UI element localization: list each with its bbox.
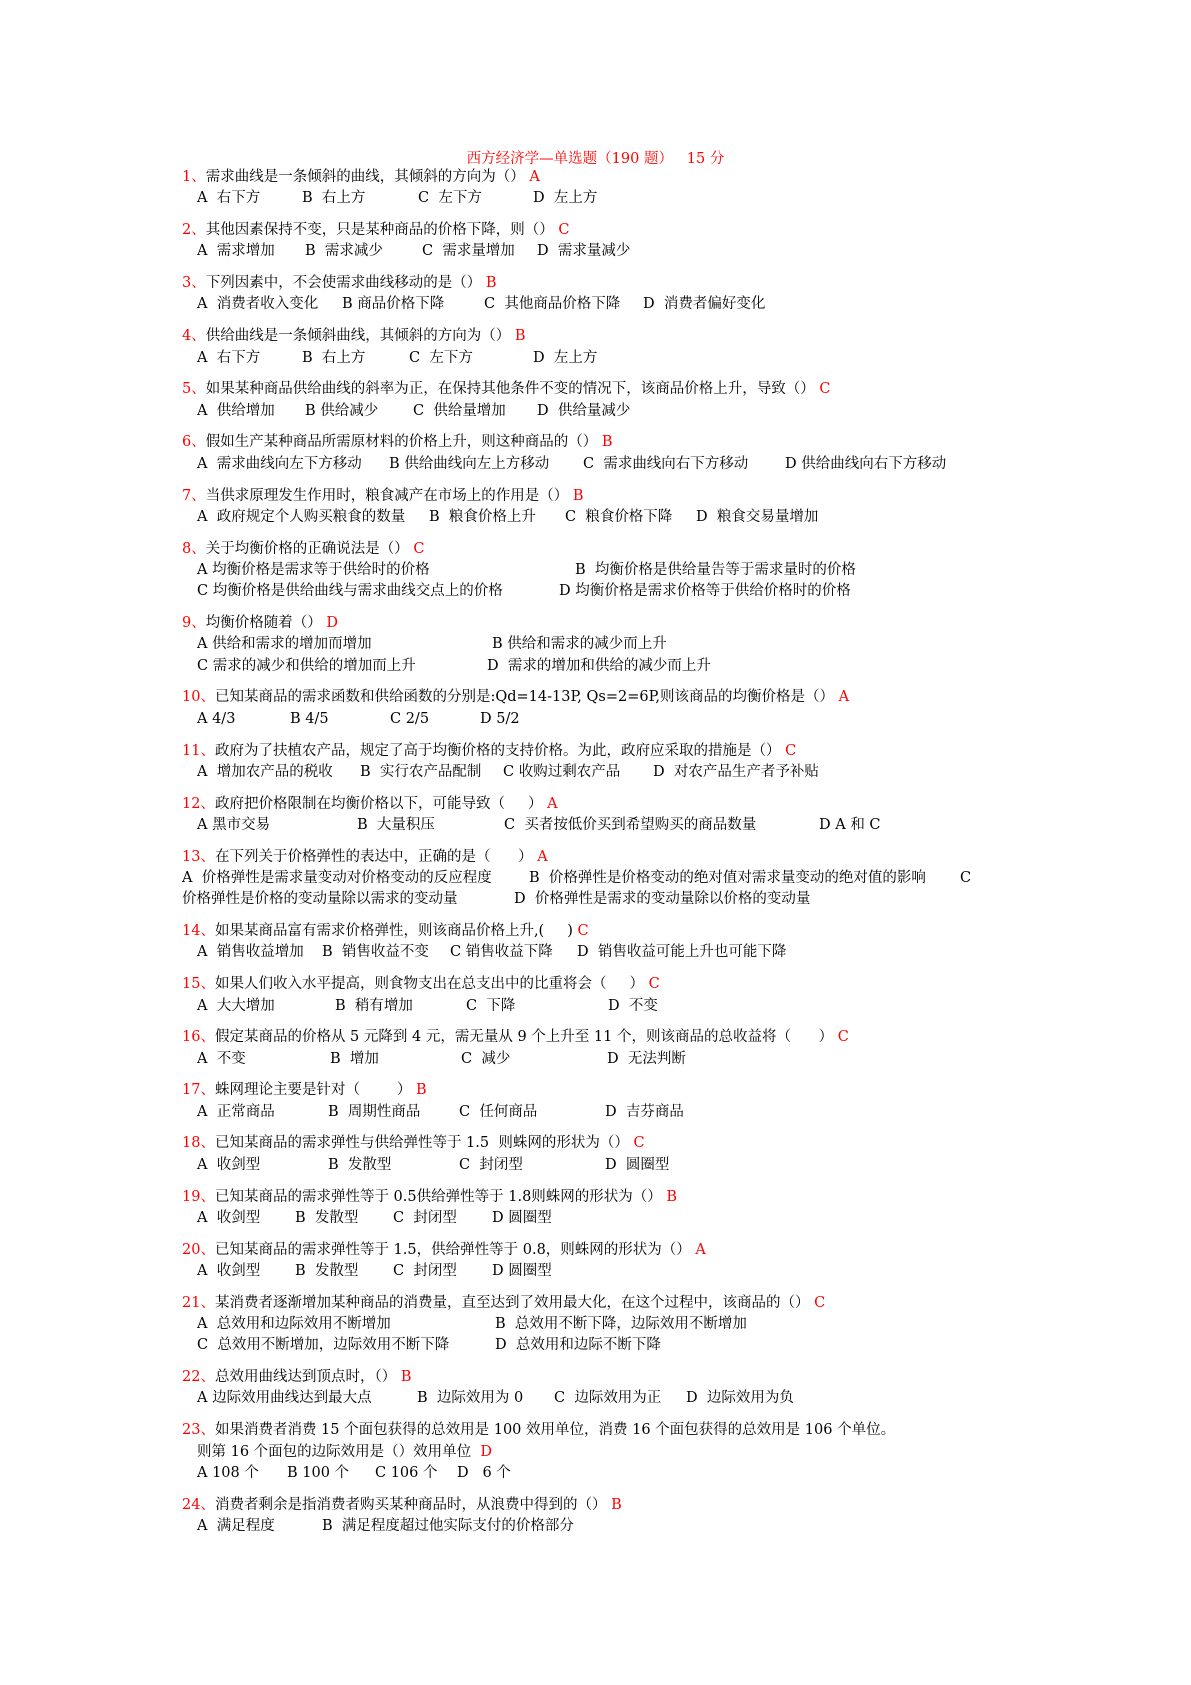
question-stem: [182, 1133, 1191, 1154]
options-row: [182, 348, 1191, 369]
option: A 供给和需求的增加而增加: [197, 636, 372, 653]
options-row: [182, 507, 1191, 528]
options-row: [182, 1155, 1191, 1176]
option: A 总效用和边际效用不断增加: [197, 1316, 391, 1333]
option: D 圆圈型: [492, 1209, 552, 1226]
question-item: [182, 1133, 1191, 1176]
question-text: 政府为了扶植农产品，规定了高于均衡价格的支持价格。为此，政府应采取的措施是（）: [214, 742, 781, 759]
option: C 供给量增加: [413, 402, 506, 419]
question-number: 3、: [182, 275, 206, 292]
question-stem: [182, 379, 1191, 400]
option: C 2/5: [390, 710, 430, 727]
option: C 封闭型: [459, 1156, 523, 1173]
option: C 任何商品: [459, 1103, 538, 1120]
question-item: [182, 1027, 1191, 1070]
option: B 增加: [330, 1050, 379, 1067]
options-row: [182, 1314, 1191, 1335]
question-number: 17、: [182, 1082, 215, 1099]
question-number: 7、: [182, 487, 206, 504]
option: B 100 个: [287, 1464, 350, 1481]
option: A 108 个: [197, 1464, 259, 1481]
question-number: 1、: [182, 169, 206, 185]
question-item: [182, 326, 1191, 369]
option: B 右上方: [302, 349, 366, 366]
option: B 稍有增加: [335, 997, 413, 1014]
options-row: [182, 188, 1191, 209]
answer-key: A: [547, 795, 558, 812]
question-text: 已知某商品的需求弹性等于 0.5供给弹性等于 1.8则蛛网的形状为（）: [214, 1188, 662, 1205]
option: B 实行农产品配制: [360, 763, 482, 780]
answer-key: C: [413, 540, 425, 557]
answer-key: A: [838, 689, 850, 706]
option: A 边际效用曲线达到最大点: [197, 1390, 372, 1407]
question-item: [182, 379, 1191, 422]
options-row: [182, 581, 1191, 602]
option: D 左上方: [533, 190, 598, 207]
question-item: [182, 273, 1191, 316]
option: D 不变: [608, 997, 658, 1014]
question-item: [182, 1240, 1191, 1283]
question-stem: [182, 486, 1191, 507]
question-item: [182, 1080, 1191, 1123]
option: A 满足程度: [197, 1517, 275, 1534]
question-number: 22、: [182, 1369, 215, 1386]
options-row: [182, 1335, 1191, 1356]
option: D 价格弹性是需求的变动量除以价格的变动量: [514, 891, 811, 908]
question-stem: [182, 326, 1191, 347]
question-text: 已知某商品的需求弹性与供给弹性等于 1.5 则蛛网的形状为（）: [214, 1135, 629, 1152]
options-row: [182, 868, 1191, 889]
option: C 封闭型: [393, 1262, 457, 1279]
question-number: 9、: [182, 615, 206, 632]
option: A 右下方: [197, 190, 261, 207]
option: B 边际效用为 0: [417, 1390, 524, 1407]
question-stem-continued: [182, 1442, 1191, 1463]
question-number: 2、: [182, 222, 206, 239]
question-number: 16、: [182, 1029, 215, 1046]
question-item: [182, 794, 1191, 837]
option: C 需求曲线向右下方移动: [583, 455, 749, 472]
options-row: [182, 294, 1191, 315]
option: A 需求曲线向左下方移动: [197, 455, 362, 472]
options-row: [182, 1463, 1191, 1484]
answer-key: B: [400, 1369, 412, 1386]
question-text: 假定某商品的价格从 5 元降到 4 元，需无量从 9 个上升至 11 个，则该商品的总收益将（ ）: [214, 1029, 834, 1046]
options-row: [182, 762, 1191, 783]
page-title: 西方经济学—单选题（190 题） 15 分: [466, 151, 725, 167]
option: D 6 个: [457, 1464, 511, 1481]
question-number: 10、: [182, 689, 215, 706]
question-text: 政府把价格限制在均衡价格以下，可能导致（ ）: [214, 795, 543, 812]
option: C 左下方: [418, 190, 482, 207]
option: C 下降: [466, 997, 516, 1014]
answer-key: C: [819, 381, 831, 398]
option: D A 和 C: [819, 816, 881, 833]
options-row: [182, 454, 1191, 475]
option: C 封闭型: [393, 1209, 457, 1226]
option: B 供给和需求的减少而上升: [492, 636, 667, 653]
question-stem: [182, 167, 1191, 188]
question-stem: [182, 794, 1191, 815]
option: C 均衡价格是供给曲线与需求曲线交点上的价格: [197, 583, 503, 600]
option: B 均衡价格是供给量告等于需求量时的价格: [575, 561, 856, 578]
answer-key: C: [633, 1135, 645, 1152]
question-stem: [182, 974, 1191, 995]
option: D 总效用和边际不断下降: [495, 1337, 661, 1354]
option: B 需求减少: [305, 243, 383, 260]
answer-key: D: [480, 1443, 493, 1460]
question-number: 15、: [182, 976, 215, 993]
option: B 发散型: [328, 1156, 392, 1173]
options-row: [182, 1516, 1191, 1537]
option: C: [960, 870, 972, 887]
question-item: [182, 1367, 1191, 1410]
options-row: [182, 1208, 1191, 1229]
question-text: 总效用曲线达到顶点时，（）: [214, 1369, 397, 1386]
option: D 供给曲线向右下方移动: [785, 455, 947, 472]
option: D 销售收益可能上升也可能下降: [577, 944, 787, 961]
option: C 边际效用为正: [554, 1390, 662, 1407]
option: D 粮食交易量增加: [696, 508, 819, 525]
option: B 供给减少: [305, 402, 379, 419]
question-text: 关于均衡价格的正确说法是（）: [205, 540, 409, 557]
question-text: 均衡价格随着（）: [205, 615, 322, 632]
answer-key: C: [814, 1294, 826, 1311]
question-text: 需求曲线是一条倾斜的曲线，其倾斜的方向为（）: [205, 169, 525, 185]
question-stem: [182, 613, 1191, 634]
options-row: [182, 996, 1191, 1017]
options-row: [182, 241, 1191, 262]
question-stem: [182, 220, 1191, 241]
answer-key: D: [326, 615, 338, 632]
option: D 5/2: [480, 710, 520, 727]
question-number: 14、: [182, 923, 215, 940]
question-number: 4、: [182, 328, 206, 345]
question-item: [182, 613, 1191, 677]
question-number: 11、: [182, 742, 215, 759]
question-stem: [182, 273, 1191, 294]
option: B 总效用不断下降，边际效用不断增加: [495, 1316, 747, 1333]
options-row: [182, 1102, 1191, 1123]
option: A 正常商品: [197, 1103, 275, 1120]
option: A 增加农产品的税收: [197, 763, 333, 780]
question-number: 24、: [182, 1496, 215, 1513]
question-text: 某消费者逐渐增加某种商品的消费量，直至达到了效用最大化，在这个过程中，该商品的（）: [214, 1294, 810, 1311]
option: A 供给增加: [197, 402, 275, 419]
question-item: [182, 921, 1191, 964]
option: D 圆圈型: [492, 1262, 552, 1279]
question-stem: [182, 1495, 1191, 1516]
option: C 其他商品价格下降: [484, 296, 621, 313]
question-number: 23、: [182, 1422, 215, 1439]
options-row: [182, 634, 1191, 655]
option: B 发散型: [295, 1262, 359, 1279]
option: D 均衡价格是需求价格等于供给价格时的价格: [559, 583, 851, 600]
option: C 总效用不断增加，边际效用不断下降: [197, 1337, 450, 1354]
option: C 左下方: [409, 349, 473, 366]
question-text: 在下列关于价格弹性的表达中，正确的是（ ）: [214, 848, 533, 865]
question-text: 如果消费者消费 15 个面包获得的总效用是 100 效用单位，消费 16 个面包获得的总效用是 106 个单位。: [214, 1422, 896, 1439]
question-text: 如果某商品富有需求价格弹性，则该商品价格上升,( ): [214, 923, 573, 940]
answer-key: A: [537, 848, 548, 865]
question-stem: [182, 1080, 1191, 1101]
question-stem: [182, 921, 1191, 942]
option: A 右下方: [197, 349, 261, 366]
option: A 收剑型: [197, 1262, 261, 1279]
option: D 圆圈型: [605, 1156, 670, 1173]
answer-key: B: [415, 1082, 427, 1099]
question-item: [182, 432, 1191, 475]
options-row: [182, 1388, 1191, 1409]
question-stem: [182, 1027, 1191, 1048]
answer-key: A: [529, 169, 540, 185]
options-row: [182, 1049, 1191, 1070]
question-stem: [182, 432, 1191, 453]
question-text: 蛛网理论主要是针对（ ）: [214, 1082, 412, 1099]
answer-key: B: [572, 487, 584, 504]
option: C 买者按低价买到希望购买的商品数量: [504, 816, 757, 833]
answer-key: B: [611, 1496, 622, 1513]
option: C 需求的减少和供给的增加而上升: [197, 657, 416, 674]
question-item: [182, 486, 1191, 529]
answer-key: C: [837, 1029, 849, 1046]
question-stem: [182, 741, 1191, 762]
option: C 106 个: [375, 1464, 438, 1481]
question-item: [182, 1293, 1191, 1357]
question-text: 已知某商品的需求弹性等于 1.5，供给弹性等于 0.8，则蛛网的形状为（）: [214, 1241, 691, 1258]
question-text: 已知某商品的需求函数和供给函数的分别是:Qd=14-13P, Qs=2=6P,则该商品的均衡价格是（）: [214, 689, 834, 706]
question-text: 下列因素中，不会使需求曲线移动的是（）: [205, 275, 482, 292]
option: C 销售收益下降: [450, 944, 553, 961]
question-number: 8、: [182, 540, 206, 557]
question-text: 消费者剩余是指消费者购买某种商品时，从浪费中得到的（）: [214, 1496, 607, 1513]
question-item: [182, 167, 1191, 210]
question-text: 当供求原理发生作用时，粮食减产在市场上的作用是（）: [205, 487, 569, 504]
option: B 满足程度超过他实际支付的价格部分: [322, 1517, 574, 1534]
option: D 左上方: [533, 349, 598, 366]
question-text: 则第 16 个面包的边际效用是（）效用单位: [197, 1443, 472, 1460]
option: D 供给量减少: [537, 402, 631, 419]
question-item: [182, 847, 1191, 911]
option: A 收剑型: [197, 1156, 261, 1173]
question-text: 如果某种商品供给曲线的斜率为正，在保持其他条件不变的情况下，该商品价格上升，导致（）: [205, 381, 815, 398]
question-item: [182, 741, 1191, 784]
option: B 周期性商品: [328, 1103, 421, 1120]
options-row: [182, 656, 1191, 677]
option: B 4/5: [290, 710, 329, 727]
option: B 大量积压: [357, 816, 435, 833]
question-stem: [182, 687, 1191, 708]
question-stem: [182, 1240, 1191, 1261]
option: A 收剑型: [197, 1209, 261, 1226]
answer-key: C: [648, 976, 660, 993]
option: A 不变: [197, 1050, 246, 1067]
answer-key: C: [558, 222, 570, 239]
question-text: 其他因素保持不变，只是某种商品的价格下降，则（）: [205, 222, 554, 239]
question-text: 供给曲线是一条倾斜曲线，其倾斜的方向为（）: [205, 328, 511, 345]
option: C 粮食价格下降: [565, 508, 673, 525]
question-number: 12、: [182, 795, 215, 812]
option: B 价格弹性是价格变动的绝对值对需求量变动的绝对值的影响: [529, 870, 926, 887]
option: A 需求增加: [197, 243, 275, 260]
answer-key: A: [695, 1241, 706, 1258]
answer-key: B: [514, 328, 526, 345]
question-stem: [182, 1293, 1191, 1314]
option: B 发散型: [295, 1209, 359, 1226]
answer-key: B: [601, 434, 613, 451]
option: D 对农产品生产者予补贴: [653, 763, 819, 780]
question-item: [182, 1420, 1191, 1484]
question-number: 20、: [182, 1241, 215, 1258]
option: B 右上方: [302, 190, 366, 207]
option: B 商品价格下降: [342, 296, 445, 313]
question-stem: [182, 847, 1191, 868]
option: A 价格弹性是需求量变动对价格变动的反应程度: [182, 870, 492, 887]
question-number: 5、: [182, 381, 206, 398]
question-item: [182, 539, 1191, 603]
question-number: 21、: [182, 1294, 215, 1311]
options-row: [182, 815, 1191, 836]
answer-key: B: [666, 1188, 678, 1205]
option: B 供给曲线向左上方移动: [389, 455, 550, 472]
question-number: 6、: [182, 434, 206, 451]
option: A 大大增加: [197, 997, 275, 1014]
answer-key: C: [785, 742, 797, 759]
option: D 吉芬商品: [605, 1103, 684, 1120]
question-item: [182, 974, 1191, 1017]
question-stem: [182, 539, 1191, 560]
option: C 收购过剩农产品: [503, 763, 621, 780]
question-text: 如果人们收入水平提高，则食物支出在总支出中的比重将会（ ）: [214, 976, 644, 993]
options-row: [182, 942, 1191, 963]
option: C 需求量增加: [422, 243, 515, 260]
question-item: [182, 1187, 1191, 1230]
option: C 减少: [461, 1050, 511, 1067]
question-stem: [182, 1420, 1191, 1441]
option: A 黑市交易: [197, 816, 271, 833]
option: D 无法判断: [607, 1050, 686, 1067]
option: D 需求的增加和供给的减少而上升: [487, 657, 711, 674]
options-row: [182, 889, 1191, 910]
option: A 消费者收入变化: [197, 296, 319, 313]
question-list: [0, 167, 1191, 1548]
question-number: 18、: [182, 1135, 215, 1152]
option: D 边际效用为负: [686, 1390, 794, 1407]
options-row: [182, 401, 1191, 422]
question-item: [182, 220, 1191, 263]
option: B 销售收益不变: [322, 944, 429, 961]
option: 价格弹性是价格的变动量除以需求的变动量: [182, 891, 458, 908]
question-stem: [182, 1187, 1191, 1208]
options-row: [182, 1261, 1191, 1282]
answer-key: B: [485, 275, 497, 292]
question-number: 19、: [182, 1188, 215, 1205]
question-text: 假如生产某种商品所需原材料的价格上升，则这种商品的（）: [205, 434, 598, 451]
option: D 消费者偏好变化: [643, 296, 766, 313]
option: A 销售收益增加: [197, 944, 304, 961]
question-item: [182, 687, 1191, 730]
option: A 政府规定个人购买粮食的数量: [197, 508, 406, 525]
option: B 粮食价格上升: [429, 508, 536, 525]
option: A 均衡价格是需求等于供给时的价格: [197, 561, 430, 578]
question-item: [182, 1495, 1191, 1538]
options-row: [182, 709, 1191, 730]
option: A 4/3: [197, 710, 236, 727]
question-stem: [182, 1367, 1191, 1388]
answer-key: C: [577, 923, 589, 940]
options-row: [182, 560, 1191, 581]
option: D 需求量减少: [537, 243, 631, 260]
question-number: 13、: [182, 848, 215, 865]
